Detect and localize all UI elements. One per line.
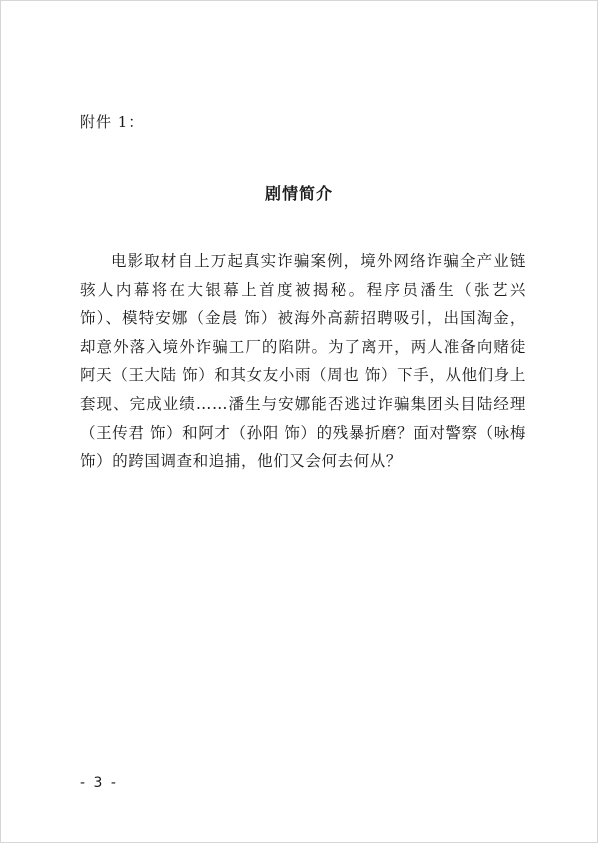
synopsis-paragraph: 电影取材自上万起真实诈骗案例，境外网络诈骗全产业链骇人内幕将在大银幕上首度被揭秘。程序员潘生（张艺兴 饰）、模特安娜（金晨 饰）被海外高薪招聘吸引，出国淘金，却意外落入境外诈骗工厂的陷阱。为了离开，两人准备向赌徒阿天（王大陆 饰）和其女友小雨（周也 饰）下手，从他们身上套现、完成业绩……潘生与安娜能否逃过诈骗集团头目陆经理（王传君 饰）和阿才（孙阳 饰）的残暴折磨？面对警察（咏梅 饰）的跨国调查和追捕，他们又会何去何从？ bbox=[80, 252, 526, 471]
page-number: - 3 - bbox=[80, 775, 118, 791]
attachment-label: 附件 1： bbox=[80, 113, 145, 131]
page-title: 剧情简介 bbox=[264, 184, 333, 203]
